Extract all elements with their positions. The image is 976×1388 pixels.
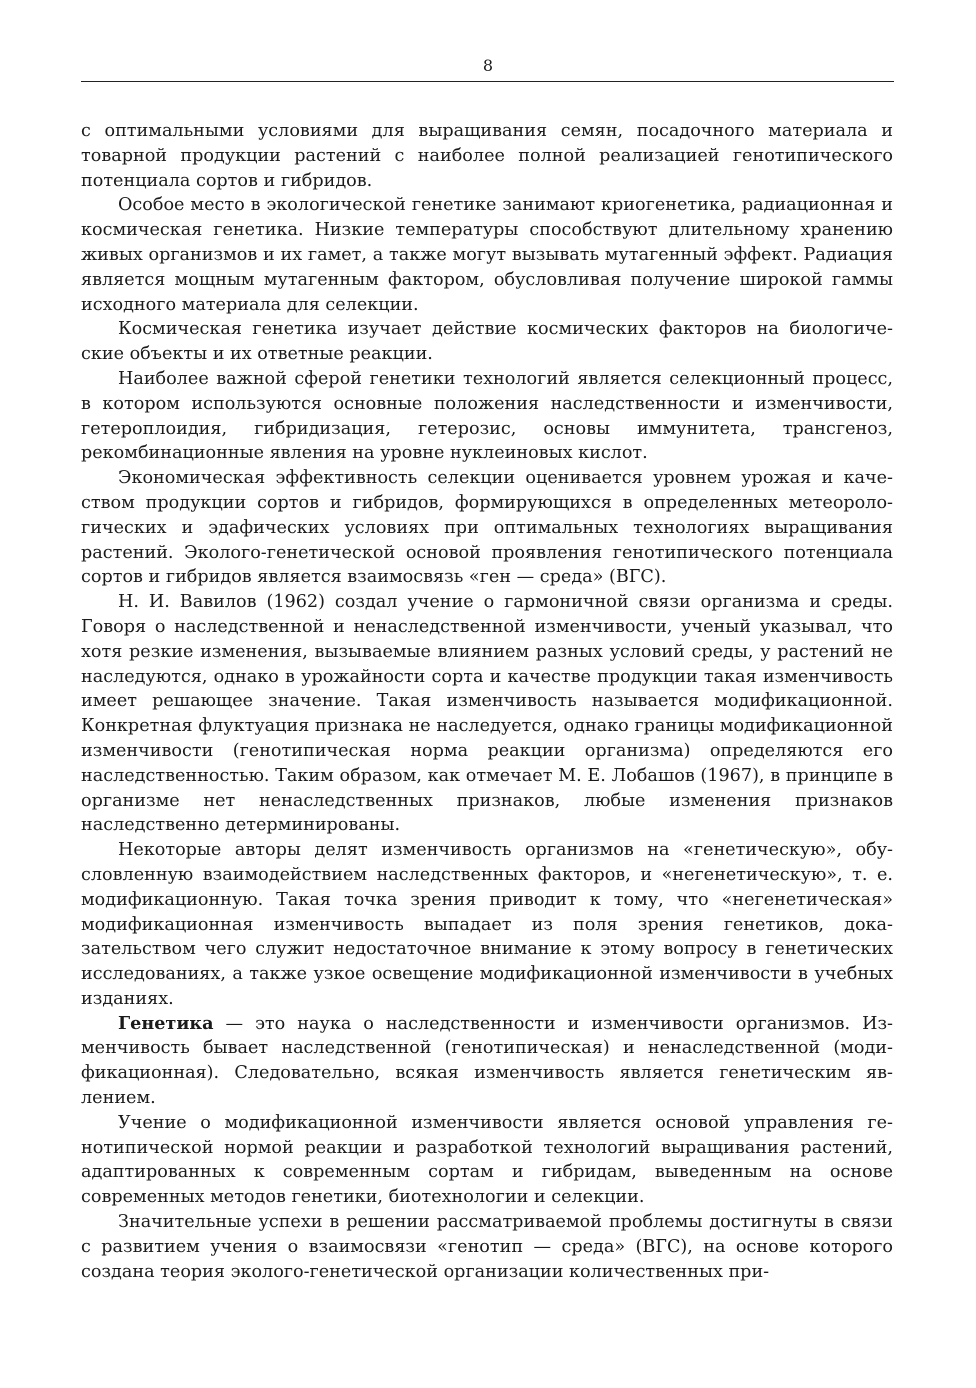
paragraph-1: с оптимальными условиями для выращивания семян, посадочного материала и товарной продукции растений с наиболее полной реализацией генотипического потенциала сортов и гибридов. (81, 121, 893, 191)
paragraph-8 (81, 1012, 893, 1111)
page-number: 8 (482, 56, 494, 75)
paragraph-5: Экономическая эффективность селекции оценивается уровнем урожая и качеством продукции сортов и гибридов, формирующихся в определенных метеорологических и эдафических условиях при оптимальных технологиях выращивания растений. Эколого-генетической основой проявления генотипического потенциала сортов и гибридов является взаимосвязь «ген — среда» (ВГС). (81, 468, 893, 588)
header-rule (81, 81, 894, 82)
paragraph-10: Значительные успехи в решении рассматриваемой проблемы достигнуты в связи с развитием учения о взаимосвязи «генотип — среда» (ВГС), на основе которого создана теория эколого-генетической организации количественных при- (81, 1212, 893, 1282)
paragraph-6: Н. И. Вавилов (1962) создал учение о гармоничной связи организма и среды. Говоря о наследственной и ненаследственной изменчивости, ученый указывал, что хотя резкие изменения, вызываемые влиянием разных условий среды, у растений не наследуются, однако в урожайности сорта и качестве продукции такая изменчивость имеет решающее значение. Такая изменчивость называется модификационной. Конкретная флуктуация признака не наследуется, однако границы модификационной изменчивости (генотипическая норма реакции организма) определяются его наследственностью. Таким образом, как отмечает М. Е. Лобашов (1967), в принципе в организме нет ненаследственных признаков, любые изменения признаков наследственно детерминированы. (81, 592, 893, 836)
paragraph-4: Наиболее важной сферой генетики технологий является селекционный процесс, в котором используются основные положения наследственности и изменчивости, гетероплоидия, гибридизация, гетерозис, основы иммунитета, трансгеноз, рекомбинационные явления на уровне нуклеиновых кислот. (81, 368, 893, 464)
paragraph-7: Некоторые авторы делят изменчивость организмов на «генетическую», обусловленную взаимодействием наследственных факторов, и «негенетическую», т. е. модификационную. Такая точка зрения приводит к тому, что «негенетическая» модификационная изменчивость выпадает из поля зрения генетиков, доказательством чего служит недостаточное внимание к этому вопросу в генетических исследованиях, а также узкое освещение модификационной изменчивости в учебных изданиях. (81, 840, 893, 1009)
paragraph-2: Особое место в экологической генетике занимают криогенетика, радиационная и космическая генетика. Низкие температуры способствуют длительному хранению живых организмов и их гамет, а также могут вызывать мутагенный эффект. Радиация является мощным мутагенным фактором, обусловливая получение широкой гаммы исходного материала для селекции. (81, 195, 893, 315)
body-text (81, 119, 893, 1284)
genetics-definition: — это наука о наследственности и изменчивости организмов. Изменчивость бывает наследственной (генотипическая) и ненаследственной (модификационная). Следовательно, всякая изменчивость является генетическим явлением. (81, 1013, 893, 1109)
genetics-term: Генетика (118, 1012, 214, 1034)
paragraph-9: Учение о модификационной изменчивости является основой управления генотипической нормой реакции и разработкой технологий выращивания растений, адаптированных к современным сортам и гибридам, выведенным на основе современных методов генетики, биотехнологии и селекции. (81, 1112, 893, 1208)
paragraph-3: Космическая генетика изучает действие космических факторов на биологические объекты и их ответные реакции. (81, 319, 893, 365)
